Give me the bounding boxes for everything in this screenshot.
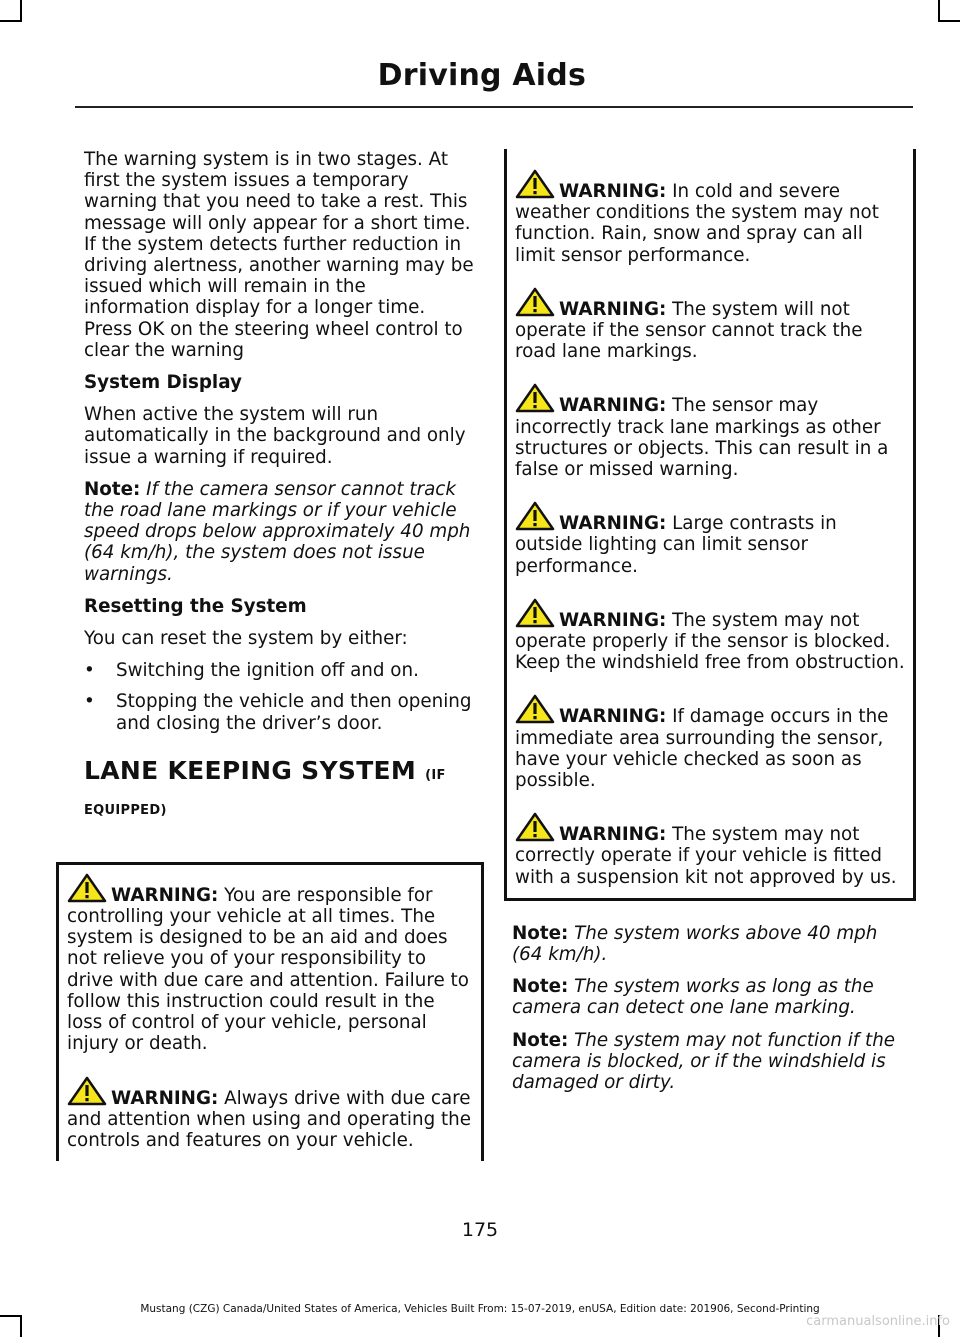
bullet-glyph: •: [84, 660, 95, 682]
warning-box: [56, 862, 484, 1161]
reset-options-list: [84, 660, 476, 734]
warning-text: Large contrasts in outside lighting can limit sensor performance.: [515, 513, 837, 577]
watermark: carmanualsonline.info: [806, 1314, 950, 1329]
crop-mark: [938, 0, 940, 22]
header-divider: [75, 106, 913, 108]
warning-text: Always drive with due care and attention when using and operating the controls and features on your vehicle.: [67, 1087, 471, 1151]
warning-label: WARNING:: [111, 1087, 219, 1109]
crop-mark: [0, 20, 22, 22]
warning: [515, 287, 907, 363]
warning: [515, 501, 907, 577]
note-label: Note:: [84, 478, 141, 500]
crop-mark: [20, 1315, 22, 1337]
system-display-heading: System Display: [84, 372, 242, 394]
resetting-heading: Resetting the System: [84, 595, 307, 617]
note-text: The system may not function if the camera is blocked, or if the windshield is damaged or dirty.: [512, 1029, 896, 1094]
section-heading: [84, 756, 476, 826]
warning-triangle-icon: [67, 1076, 107, 1106]
warning-text: The system may not operate properly if the sensor is blocked. Keep the windshield free from obstruction.: [515, 609, 905, 674]
bullet-glyph: •: [84, 691, 95, 713]
warning-triangle-icon: [515, 383, 555, 413]
page-title: Driving Aids: [377, 58, 586, 93]
warning-label: WARNING:: [111, 884, 219, 906]
list-item: [84, 691, 476, 733]
left-column: [67, 149, 476, 1161]
resetting-text: You can reset the system by either:: [84, 628, 408, 650]
footer-text: Mustang (CZG) Canada/United States of America, Vehicles Built From: 15-07-2019, enUSA, Edition date: 201906, Second-Printing: [140, 1303, 820, 1315]
warning-label: WARNING:: [559, 513, 667, 535]
warning-triangle-icon: [515, 169, 555, 199]
note-text: If the camera sensor cannot track the road lane markings or if your vehicle speed drops below approximately 40 mph (64 km/h), the system does not issue warnings.: [84, 478, 471, 585]
warning: [515, 694, 907, 791]
warning-text: The system will not operate if the sensor cannot track the road lane markings.: [515, 298, 863, 363]
note: [84, 479, 476, 585]
list-item: [84, 660, 476, 681]
warning-triangle-icon: [515, 501, 555, 531]
warning-text: You are responsible for controlling your vehicle at all times. The system is designed to be an aid and does not relieve you of your responsibility to drive with due care and attention. Failure to follow this instruction could result in the loss of control of your vehicle, personal injury or death.: [67, 884, 469, 1055]
warning-text: The system may not correctly operate if your vehicle is fitted with a suspension kit not approved by us.: [515, 824, 897, 888]
warning-label: WARNING:: [559, 706, 667, 728]
warning: [67, 1076, 475, 1152]
system-display-text: When active the system will run automatically in the background and only issue a warning if required.: [84, 404, 466, 468]
warning-label: WARNING:: [559, 824, 667, 846]
warning-label: WARNING:: [559, 395, 667, 417]
note-label: Note:: [512, 976, 569, 998]
warning: [515, 598, 907, 674]
note: [512, 923, 908, 965]
note-text: The system works above 40 mph (64 km/h).: [512, 922, 878, 966]
crop-mark: [0, 1315, 22, 1317]
note-text: The system works as long as the camera can detect one lane marking.: [512, 976, 874, 1019]
warning-text: If damage occurs in the immediate area surrounding the sensor, have your vehicle checked as soon as possible.: [515, 706, 889, 792]
warning-triangle-icon: [67, 873, 107, 903]
warning-text: In cold and severe weather conditions the system may not function. Rain, snow and spray can all limit sensor performance.: [515, 181, 879, 266]
page-number: 175: [461, 1219, 499, 1241]
right-column: [512, 149, 908, 1104]
warning-label: WARNING:: [559, 298, 667, 320]
warning-triangle-icon: [515, 694, 555, 724]
warning-label: WARNING:: [559, 181, 667, 202]
crop-mark: [20, 0, 22, 22]
list-item-text: Switching the ignition off and on.: [116, 660, 419, 682]
warning-box: [504, 149, 916, 901]
warning-triangle-icon: [515, 598, 555, 628]
warning: [515, 383, 907, 480]
warning-triangle-icon: [515, 287, 555, 317]
note: [512, 976, 908, 1018]
note: [512, 1030, 908, 1094]
intro-paragraph: The warning system is in two stages. At first the system issues a temporary warning that you need to take a rest. This message will only appear for a short time. If the system detects further reduction in driving alertness, another warning may be issued which will remain in the information display for a longer time. Press OK on the steering wheel control to clear the warning: [84, 149, 474, 361]
list-item-text: Stopping the vehicle and then opening and closing the driver’s door.: [116, 691, 472, 734]
warning-triangle-icon: [515, 812, 555, 842]
warning-label: WARNING:: [559, 609, 667, 631]
warning-text: The sensor may incorrectly track lane markings as other structures or objects. This can result in a false or missed warning.: [515, 395, 889, 481]
warning: [515, 812, 907, 888]
warning: [67, 873, 475, 1055]
warning: [515, 169, 907, 266]
section-suffix: (IF EQUIPPED): [84, 767, 446, 818]
note-label: Note:: [512, 1029, 569, 1051]
crop-mark: [938, 20, 960, 22]
note-label: Note:: [512, 922, 569, 944]
section-title: LANE KEEPING SYSTEM: [84, 755, 417, 785]
